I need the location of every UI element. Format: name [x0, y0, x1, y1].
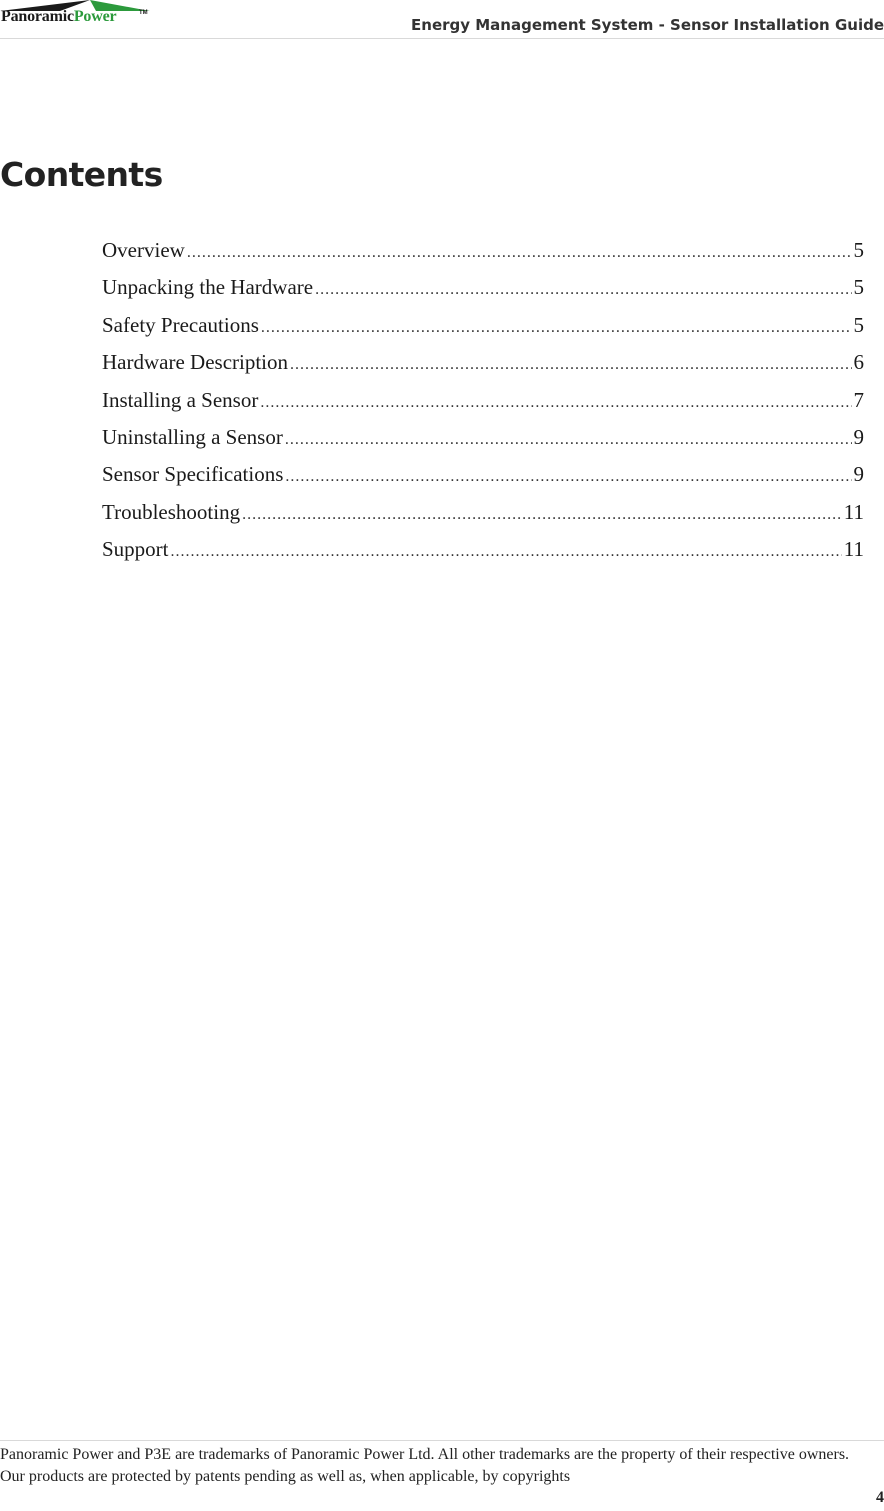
logo-trademark: TM	[139, 10, 148, 16]
toc-dot-leader	[171, 543, 842, 561]
toc-entry-title: Safety Precautions	[102, 312, 259, 337]
toc-entry-page: 6	[853, 350, 864, 375]
toc-entry-page: 9	[853, 424, 864, 449]
toc-entry-page: 11	[843, 537, 864, 562]
toc-dot-leader	[260, 394, 851, 412]
toc-dot-leader	[290, 356, 851, 374]
document-title: Energy Management System - Sensor Installation Guide	[411, 16, 884, 34]
toc-entry-page: 9	[853, 462, 864, 487]
toc-entry-sensor-specifications[interactable]	[102, 462, 864, 499]
table-of-contents	[102, 238, 864, 575]
toc-entry-support[interactable]	[102, 537, 864, 574]
panoramic-power-logo	[0, 0, 160, 36]
toc-entry-overview[interactable]	[102, 238, 864, 275]
page-footer	[0, 1440, 884, 1511]
toc-dot-leader	[285, 468, 851, 486]
toc-entry-safety-precautions[interactable]	[102, 313, 864, 350]
toc-entry-page: 5	[853, 238, 864, 262]
page-number: 4	[876, 1489, 884, 1506]
toc-entry-title: Uninstalling a Sensor	[102, 424, 283, 449]
toc-dot-leader	[242, 506, 842, 524]
toc-entry-title: Hardware Description	[102, 350, 289, 375]
toc-entry-hardware-description[interactable]	[102, 350, 864, 387]
toc-entry-installing-a-sensor[interactable]	[102, 388, 864, 425]
page-header	[0, 0, 884, 39]
toc-entry-uninstalling-a-sensor[interactable]	[102, 425, 864, 462]
toc-entry-page: 11	[843, 499, 864, 524]
toc-dot-leader	[187, 244, 852, 262]
toc-entry-title: Installing a Sensor	[102, 387, 259, 412]
toc-entry-title: Support	[102, 537, 169, 562]
toc-entry-unpacking-the-hardware[interactable]	[102, 275, 864, 312]
toc-entry-page: 5	[853, 275, 864, 300]
trademark-notice: Panoramic Power and P3E are trademarks of Panoramic Power Ltd. All other trademarks are the property of their respective owners. Our products are protected by patents pending as well as, when applicable, by copyrights	[0, 1446, 850, 1485]
toc-entry-title: Unpacking the Hardware	[102, 275, 314, 300]
toc-entry-title: Sensor Specifications	[102, 462, 284, 487]
toc-entry-page: 5	[853, 312, 864, 337]
logo-wordmark: PanoramicPower	[1, 8, 117, 25]
contents-heading: Contents	[0, 155, 163, 194]
toc-entry-page: 7	[853, 387, 864, 412]
toc-entry-title: Troubleshooting	[102, 499, 241, 524]
toc-entry-title: Overview	[102, 238, 185, 262]
toc-dot-leader	[315, 281, 851, 299]
toc-dot-leader	[261, 319, 852, 337]
toc-entry-troubleshooting[interactable]	[102, 500, 864, 537]
toc-dot-leader	[285, 431, 852, 449]
